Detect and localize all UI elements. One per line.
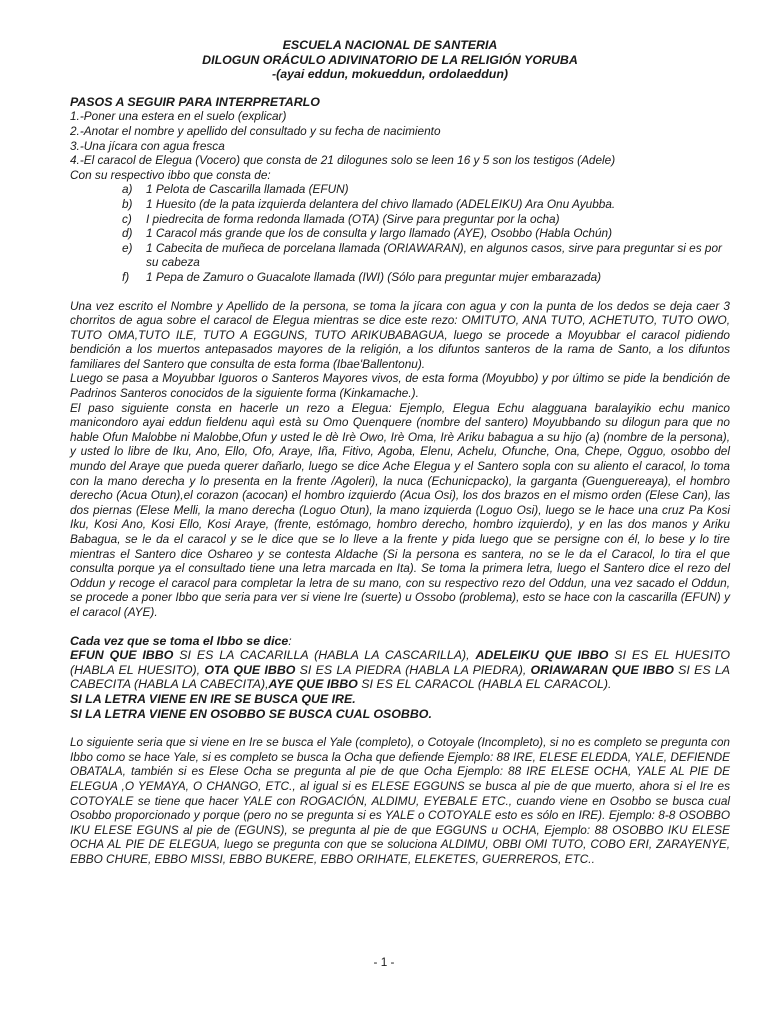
steps-section-title: PASOS A SEGUIR PARA INTERPRETARLO	[70, 94, 320, 109]
paragraph-yale-cotoyale: Lo siguiente seria que si viene en Ire se busca el Yale (completo), o Cotoyale (Incompleto), si no es completo se pregunta con Ibbo como se hace Yale, si es completo se busca la Ocha que defiende Ejemplo: 88 IRE, ELESE ELEDDA, YALE, DEFIENDE OBATALA, también si es Elese Ocha se pregunta al pie de que Ocha Ejemplo: 88 IRE ELESE OCHA, YALE AL PIE DE ELEGUA ,O YEMAYA, O CHANGO, ETC., al igual si es ELESE EGGUNS se busca al pie de que muerto, ahora si el Ire es COTOYALE se tiene que hacer YALE con ROGACIÓN, ALDIMU, EYEBALE ETC., cuando viene en Osobbo se busca cual Osobbo proporcionado y porque (pero no se pregunta si es YALE o COTOYALE esto es sólo en IRE). Ejemplo: 8-8 OSOBBO IKU ELESE EGUNS al pie de (EGUNS), se pregunta al pie de que EGGUNS u OCHA, Ejemplo: 88 OSOBBO IKU ELESE OCHA AL PIE DE ELEGUA, luego se pregunta con que se soluciona ALDIMU, OBBI OMI TUTO, COBO ERI, ZARAYENYE, EBBO CHURE, EBBO MISSI, EBBO BUKERE, EBBO ORIHATE, ELEKETES, GUERREROS, ETC..	[70, 735, 730, 866]
ibbo-item-text: 1 Pelota de Cascarilla llamada (EFUN)	[146, 182, 349, 197]
header-document-title: DILOGUN ORÁCULO ADIVINATORIO DE LA RELIGIÓN YORUBA	[202, 52, 578, 67]
header-school-title: ESCUELA NACIONAL DE SANTERIA	[282, 38, 498, 52]
ibbo-phrase-text: SI ES LA PIEDRA (HABLA LA PIEDRA),	[295, 662, 531, 677]
step-2: 2.-Anotar el nombre y apellido del consultado y su fecha de nacimiento	[70, 123, 441, 138]
ibbo-item-text: 1 Huesito (de la pata izquierda delantera del chivo llamado (ADELEIKU) Ara Onu Ayubba.	[146, 196, 616, 211]
paragraph-elegua-prayer: El paso siguiente consta en hacerle un rezo a Elegua: Ejemplo, Elegua Echu alagguana baralayikio echu manico manicondoro ayai eddun fieldenu aquì està su Omo Quenquere (nombre del santero) Moyubbando su dilogun para que no hable Ofun Malobbe ni Malobbe,Ofun y usted le dè Irè Owo, Irè Oma, Irè Ariku babagua a su hijo (a) (nombre de la persona), y usted lo libre de Iku, Ano, Ello, Ofo, Araye, Iña, Fitivo, Agoba, Elenu, Achelu, Ofunche, Ona, Chepe, Ogguo, osobbo del mundo del Araye que pueda querer dañarlo, luego se dice Ache Elegua y el Santero sopla con su aliento el caracol, lo toma con la mano derecha y lo presenta en la frente /Agoleri), la nuca (Echunicpacko), la garganta (Guenguereaya), el hombro derecho (Acua Otun),el corazon (acocan) el hombro izquierdo (Acua Osi), los dos brazos en el mismo orden (Elese Can), las dos piernas (Elese Melli, la mano derecha (Loguo Otun), la mano izquierda (Loguo Osi), luego se le hace una cruz Pa Kosi Iku, Kosi Ano, Kosi Ello, Kosi Araye, (frente, estómago, hombro derecho, hombro izquierdo), y en las dos manos y Ariku Babagua, se le da el caracol y se le dice que se lo lleve a la frente y pida luego que se persigne con él, lo bese y lo tire mientras el Santero dice Oshareo y se contesta Aldache (Si la persona es santera, no se le da el Caracol, lo tira el que consulta porque ya el consultado tiene una letra marcada en Ita). Se toma la primera letra, luego el Santero dice el rezo del Oddun y recoge el caracol para completar la letra de su mano, con su respectivo rezo del Oddun, una vez sacado el Oddun, se procede a poner Ibbo que seria para ver si viene Ire (suerte) u Ossobo (problema), esto se hace con la cascarilla (EFUN) y el caracol (AYE).	[70, 400, 730, 619]
ibbo-item-text: 1 Pepa de Zamuro o Guacalote llamada (IWI) (Sólo para preguntar mujer embarazada)	[146, 269, 602, 284]
rule-ire: SI LA LETRA VIENE EN IRE SE BUSCA QUE IRE.	[70, 691, 356, 706]
ibbo-item-letter: f)	[122, 269, 130, 284]
ibbo-intro: Con su respectivo ibbo que consta de:	[70, 167, 271, 182]
ibbo-phrase-bold: ORIAWARAN QUE IBBO	[530, 662, 674, 677]
ibbo-item	[122, 270, 730, 285]
page-number: - 1 -	[373, 955, 395, 969]
ibbo-phrase-bold: AYE QUE IBBO	[268, 677, 358, 692]
ibbo-item	[122, 212, 730, 227]
ibbo-phrase-text: SI ES LA CACARILLA (HABLA LA CASCARILLA),	[173, 648, 476, 663]
ibbo-item-letter: c)	[122, 211, 132, 226]
ibbo-phrase-text: SI ES EL HUESITO (HABLA EL HUESITO),	[70, 648, 730, 677]
step-3: 3.-Una jícara con agua fresca	[70, 138, 225, 153]
ibbo-item-text: I piedrecita de forma redonda llamada (OTA) (Sirve para preguntar por la ocha)	[146, 211, 560, 226]
step-1: 1.-Poner una estera en el suelo (explicar)	[70, 109, 287, 124]
ibbo-phrase-bold: EFUN QUE IBBO	[70, 648, 174, 663]
paragraph-water-ritual: Una vez escrito el Nombre y Apellido de la persona, se toma la jícara con agua y con la punta de los dedos se deja caer 3 chorritos de agua sobre el caracol de Elegua mientras se dice este rezo: OMITUTO, ANA TUTO, ACHETUTO, TUTO OWO, TUTO OMA,TUTO ILE, TUTO A EGGUNS, TUTO ARIKUBABAGUA, luego se procede a Moyubbar el caracol pidiendo bendición a los muertos antepasados mayores de la religión, a los difuntos santeros de la rama de Santo, a los difuntos familiares del Santero que consulta de esta forma (Ibae'Ballentonu).	[70, 298, 730, 371]
ibbo-phrase-text: SI ES EL CARACOL (HABLA EL CARACOL).	[357, 677, 612, 692]
ibbo-says-title-colon: :	[288, 633, 292, 648]
header-subtitle: -(ayai eddun, mokueddun, ordolaeddun)	[271, 67, 509, 82]
ibbo-item-letter: a)	[122, 182, 133, 197]
ibbo-phrase-bold: OTA QUE IBBO	[204, 662, 296, 677]
ibbo-item-letter: b)	[122, 196, 133, 211]
paragraph-moyubbar-elders: Luego se pasa a Moyubbar Iguoros o Santeros Mayores vivos, de esta forma (Moyubbo) y por último se pide la bendición de Padrinos Santeros conocidos de la siguiente forma (Kinkamache.).	[70, 371, 730, 401]
rule-osobbo: SI LA LETRA VIENE EN OSOBBO SE BUSCA CUAL OSOBBO.	[70, 706, 432, 721]
step-4: 4.-El caracol de Elegua (Vocero) que consta de 21 dilogunes solo se leen 16 y 5 son los testigos (Adele)	[70, 153, 616, 168]
ibbo-says-title-text: Cada vez que se toma el Ibbo se dice	[70, 633, 289, 648]
ibbo-item-text: 1 Caracol más grande que los de consulta y largo llamado (AYE), Osobbo (Habla Ochún)	[146, 226, 612, 241]
ibbo-item	[122, 226, 730, 241]
ibbo-item-text: 1 Cabecita de muñeca de porcelana llamada (ORIAWARAN), en algunos casos, sirve para preguntar si es por su cabeza	[146, 240, 722, 270]
ibbo-items-list	[70, 182, 730, 284]
ibbo-item-letter: e)	[122, 240, 133, 255]
ibbo-phrase-bold: ADELEIKU QUE IBBO	[475, 648, 609, 663]
document-header	[70, 38, 730, 82]
ibbo-says-title	[70, 634, 730, 649]
ibbo-item	[122, 182, 730, 197]
ibbo-says-text	[70, 648, 730, 692]
ibbo-item-letter: d)	[122, 226, 133, 241]
steps-list	[70, 109, 730, 182]
ibbo-phrase-text: SI ES LA CABECITA (HABLA LA CABECITA),	[70, 662, 730, 692]
ibbo-item	[122, 197, 730, 212]
ibbo-item	[122, 241, 730, 270]
